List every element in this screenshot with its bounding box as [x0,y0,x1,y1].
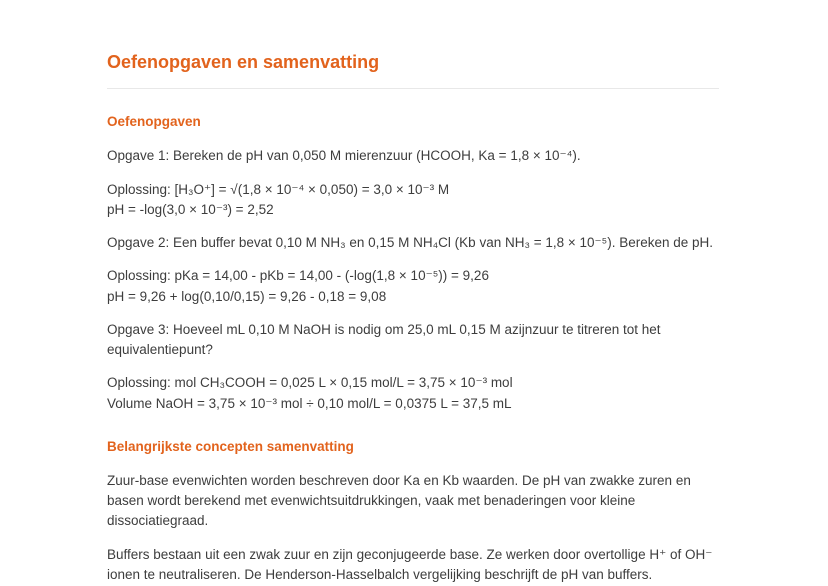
solution-line: pH = -log(3,0 × 10⁻³) = 2,52 [107,201,274,217]
solution-line: Volume NaOH = 3,75 × 10⁻³ mol ÷ 0,10 mol/L = 0,0375 L = 37,5 mL [107,395,512,411]
section-heading-exercises: Oefenopgaven [107,114,201,130]
section-heading-summary: Belangrijkste concepten samenvatting [107,438,354,454]
title-divider [107,88,719,89]
exercise-1-solution [107,180,719,221]
solution-line: Oplossing: [H₃O⁺] = √(1,8 × 10⁻⁴ × 0,050) = 3,0 × 10⁻³ M [107,181,450,197]
exercise-3-solution [107,373,719,414]
summary-paragraph-1: Zuur-base evenwichten worden beschreven door Ka en Kb waarden. De pH van zwakke zuren en basen wordt berekend met evenwichtsuitdrukkingen, vaak met benaderingen voor kleine dissociatiegraad. [107,472,691,529]
exercise-3-problem: Opgave 3: Hoeveel mL 0,10 M NaOH is nodig om 25,0 mL 0,15 M azijnzuur te titreren tot het equivalentiepunt? [107,321,661,358]
exercise-2-solution [107,266,719,307]
page-title: Oefenopgaven en samenvatting [107,52,380,72]
solution-line: pH = 9,26 + log(0,10/0,15) = 9,26 - 0,18 = 9,08 [107,288,387,304]
exercise-1-problem: Opgave 1: Bereken de pH van 0,050 M mierenzuur (HCOOH, Ka = 1,8 × 10⁻⁴). [107,148,581,164]
exercise-2-problem: Opgave 2: Een buffer bevat 0,10 M NH₃ en 0,15 M NH₄Cl (Kb van NH₃ = 1,8 × 10⁻⁵). Bereken de pH. [107,235,714,251]
solution-line: Oplossing: pKa = 14,00 - pKb = 14,00 - (-log(1,8 × 10⁻⁵)) = 9,26 [107,268,489,284]
summary-paragraph-2: Buffers bestaan uit een zwak zuur en zijn geconjugeerde base. Ze werken door overtollige H⁺ of OH⁻ ionen te neutraliseren. De Henderson-Hasselbalch vergelijking beschrijft de pH van buffers. [107,546,713,582]
solution-line: Oplossing: mol CH₃COOH = 0,025 L × 0,15 mol/L = 3,75 × 10⁻³ mol [107,375,513,391]
